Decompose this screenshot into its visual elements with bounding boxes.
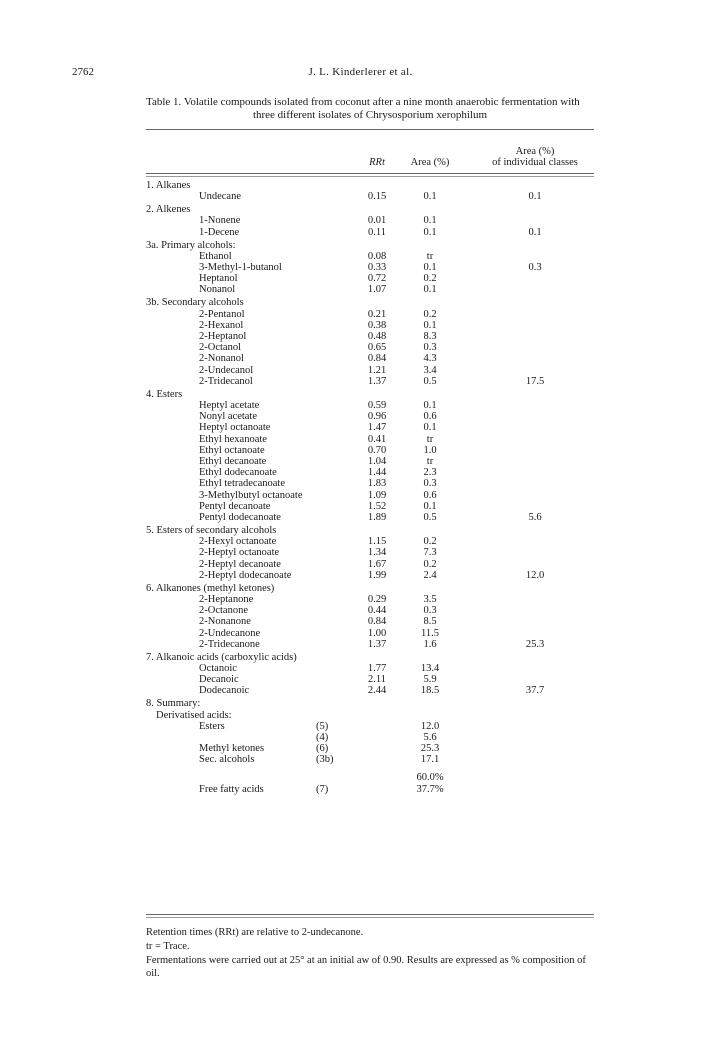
table-row bbox=[0, 262, 721, 274]
table-row bbox=[0, 685, 721, 697]
rr-value: 0.11 bbox=[368, 226, 386, 238]
column-header-class-label: of individual classes bbox=[492, 157, 578, 168]
summary-title: 8. Summary: bbox=[146, 698, 201, 710]
compound-name: 3-Methyl-1-butanol bbox=[199, 262, 282, 273]
summary-code: (3b) bbox=[316, 754, 334, 766]
group-title: 3b. Secondary alcohols bbox=[146, 297, 244, 309]
rr-value: 0.70 bbox=[367, 444, 387, 456]
summary-row bbox=[0, 743, 721, 755]
group-title: 3a. Primary alcohols: bbox=[146, 239, 236, 251]
compound-name: 2-Hexyl octanoate bbox=[199, 536, 277, 548]
rr-value: 0.44 bbox=[367, 605, 387, 617]
rr-value: 1.07 bbox=[367, 284, 387, 296]
note-retention: Retention times (RRt) are relative to 2-undecanone. bbox=[146, 927, 364, 938]
summary-subtitle: Derivatised acids: bbox=[156, 709, 232, 721]
table-row bbox=[0, 273, 721, 285]
class-area-value: 0.3 bbox=[528, 262, 542, 273]
table-row bbox=[0, 467, 721, 479]
class-area-value: 25.3 bbox=[525, 638, 545, 650]
rr-value: 1.15 bbox=[367, 536, 387, 548]
area-value: 2.3 bbox=[423, 467, 437, 479]
compound-name: 2-Nonanol bbox=[199, 353, 244, 365]
group-title: 5. Esters of secondary alcohols bbox=[146, 525, 277, 536]
rr-value: 1.37 bbox=[367, 638, 387, 650]
table-row bbox=[0, 365, 721, 377]
summary-subheading bbox=[0, 710, 721, 722]
rr-value: 0.41 bbox=[367, 433, 387, 445]
group-heading bbox=[0, 204, 721, 216]
rr-value: 0.15 bbox=[367, 191, 387, 203]
summary-name: Methyl ketones bbox=[199, 743, 265, 755]
column-header-area: Area (%) bbox=[410, 157, 450, 168]
rr-value: 1.99 bbox=[367, 569, 387, 581]
header-bottom-rule bbox=[146, 173, 594, 177]
rr-value: 1.37 bbox=[367, 375, 387, 387]
area-value: 0.1 bbox=[423, 262, 437, 273]
rr-value: 0.38 bbox=[367, 319, 387, 331]
summary-name: Esters bbox=[199, 720, 225, 732]
table-row bbox=[0, 411, 721, 423]
rr-value: 1.44 bbox=[367, 467, 387, 479]
compound-name: Octanoic bbox=[199, 663, 237, 674]
area-value: 0.6 bbox=[423, 411, 437, 423]
note-trace: tr = Trace. bbox=[146, 941, 190, 952]
group-title: 6. Alkanones (methyl ketones) bbox=[146, 582, 275, 594]
area-value: tr bbox=[426, 433, 434, 445]
summary-name: Sec. alcohols bbox=[199, 754, 255, 766]
table-row bbox=[0, 639, 721, 651]
area-value: 13.4 bbox=[420, 663, 440, 674]
compound-name: 2-Hexanol bbox=[199, 319, 244, 331]
area-value: 0.3 bbox=[423, 605, 437, 617]
compound-name: Decanoic bbox=[199, 674, 239, 686]
area-value: 0.3 bbox=[423, 478, 437, 490]
area-value: 1.6 bbox=[423, 638, 437, 650]
compound-name: 1-Decene bbox=[199, 226, 240, 238]
area-value: 0.2 bbox=[423, 308, 437, 320]
compound-name: 2-Nonanone bbox=[199, 616, 251, 628]
table-row bbox=[0, 284, 721, 296]
summary-code: (7) bbox=[316, 783, 329, 795]
group-heading bbox=[0, 583, 721, 595]
compound-name: Ethyl tetradecanoate bbox=[199, 478, 285, 490]
column-header-class-area: Area (%) bbox=[515, 146, 555, 157]
area-value: 0.2 bbox=[423, 536, 437, 548]
table-row bbox=[0, 559, 721, 571]
compound-name: Heptyl octanoate bbox=[199, 422, 271, 434]
table-row bbox=[0, 376, 721, 388]
class-area-value: 0.1 bbox=[528, 191, 542, 203]
summary-code: (5) bbox=[316, 720, 329, 732]
table-row bbox=[0, 251, 721, 263]
table-notes bbox=[146, 926, 596, 981]
summary-row bbox=[0, 721, 721, 733]
table-row bbox=[0, 342, 721, 354]
summary-value: 5.6 bbox=[423, 732, 437, 743]
table-row bbox=[0, 616, 721, 628]
table-row bbox=[0, 309, 721, 321]
area-value: tr bbox=[426, 250, 434, 262]
group-heading bbox=[0, 180, 721, 192]
compound-name: 2-Heptanol bbox=[199, 331, 247, 342]
compound-name: Undecane bbox=[199, 191, 241, 203]
area-value: 5.9 bbox=[423, 674, 437, 686]
class-area-value: 37.7 bbox=[525, 685, 545, 697]
table-row bbox=[0, 628, 721, 640]
area-value: 8.3 bbox=[423, 331, 437, 342]
table-row bbox=[0, 445, 721, 457]
compound-name: Ethyl hexanoate bbox=[199, 433, 267, 445]
area-value: 0.2 bbox=[423, 273, 437, 285]
caption-line-1: Table 1. Volatile compounds isolated from coconut after a nine month anaerobic fermentation with bbox=[146, 96, 580, 108]
area-value: 0.1 bbox=[423, 422, 437, 434]
group-heading bbox=[0, 389, 721, 401]
table-row bbox=[0, 490, 721, 502]
area-value: 0.1 bbox=[423, 226, 437, 238]
rr-value: 0.33 bbox=[367, 262, 387, 273]
summary-value: 25.3 bbox=[420, 743, 440, 755]
area-value: 3.5 bbox=[423, 594, 437, 605]
table-bottom-rule bbox=[146, 914, 594, 918]
area-value: 0.5 bbox=[423, 375, 437, 387]
area-value: 0.1 bbox=[423, 191, 437, 203]
rr-value: 0.65 bbox=[367, 342, 387, 354]
rr-value: 1.47 bbox=[367, 422, 387, 434]
rr-value: 0.84 bbox=[367, 353, 387, 365]
rr-value: 0.72 bbox=[367, 273, 387, 285]
table-row bbox=[0, 663, 721, 675]
compound-name: 3-Methylbutyl octanoate bbox=[199, 489, 303, 501]
rr-value: 1.04 bbox=[367, 456, 387, 467]
compound-name: 2-Heptanone bbox=[199, 594, 254, 605]
summary-row bbox=[0, 754, 721, 766]
area-value: tr bbox=[426, 456, 434, 467]
page-number: 2762 bbox=[72, 66, 94, 78]
area-value: 1.0 bbox=[423, 444, 437, 456]
compound-name: 2-Undecanone bbox=[199, 627, 261, 639]
compound-name: Ethyl decanoate bbox=[199, 456, 267, 467]
group-heading bbox=[0, 297, 721, 309]
group-title: 7. Alkanoic acids (carboxylic acids) bbox=[146, 651, 297, 663]
area-value: 2.4 bbox=[423, 569, 437, 581]
compound-name: 2-Tridecanone bbox=[199, 638, 260, 650]
table-row bbox=[0, 422, 721, 434]
compound-name: 2-Octanone bbox=[199, 605, 248, 617]
table-row bbox=[0, 501, 721, 513]
area-value: 0.6 bbox=[423, 489, 437, 501]
table-row bbox=[0, 536, 721, 548]
summary-heading bbox=[0, 698, 721, 710]
group-heading bbox=[0, 525, 721, 537]
summary-value: 17.1 bbox=[420, 754, 440, 766]
summary-subtotal-value: 60.0% bbox=[416, 771, 444, 783]
rr-value: 1.09 bbox=[367, 489, 387, 501]
compound-name: Ethyl dodecanoate bbox=[199, 467, 277, 479]
rr-value: 0.96 bbox=[367, 411, 387, 423]
rr-value: 1.77 bbox=[367, 663, 387, 674]
table-top-rule bbox=[146, 129, 594, 130]
rr-value: 1.52 bbox=[367, 500, 387, 512]
table-row bbox=[0, 353, 721, 365]
table-row bbox=[0, 227, 721, 239]
compound-name: 2-Undecanol bbox=[199, 364, 254, 376]
running-head: J. L. Kinderlerer et al. bbox=[308, 66, 413, 78]
area-value: 0.1 bbox=[423, 284, 437, 296]
rr-value: 0.08 bbox=[367, 250, 387, 262]
area-value: 0.3 bbox=[423, 342, 437, 354]
area-value: 18.5 bbox=[420, 685, 440, 697]
group-heading bbox=[0, 240, 721, 252]
table-row bbox=[0, 456, 721, 468]
table-row bbox=[0, 331, 721, 343]
area-value: 0.1 bbox=[423, 400, 437, 411]
summary-value: 12.0 bbox=[420, 720, 440, 732]
table-caption bbox=[146, 96, 594, 122]
group-heading bbox=[0, 652, 721, 664]
compound-name: Dodecanoic bbox=[199, 685, 250, 697]
table-row bbox=[0, 674, 721, 686]
rr-value: 1.89 bbox=[367, 512, 387, 523]
compound-name: Pentyl decanoate bbox=[199, 500, 271, 512]
table-row bbox=[0, 320, 721, 332]
compound-name: 2-Heptyl decanoate bbox=[199, 558, 281, 570]
area-value: 0.2 bbox=[423, 558, 437, 570]
group-title: 1. Alkanes bbox=[146, 180, 191, 191]
rr-value: 0.21 bbox=[367, 308, 387, 320]
group-title: 4. Esters bbox=[146, 388, 183, 400]
compound-name: 2-Pentanol bbox=[199, 308, 245, 320]
summary-subtotal bbox=[0, 772, 721, 784]
area-value: 11.5 bbox=[421, 627, 439, 639]
rr-value: 2.11 bbox=[368, 674, 386, 686]
summary-code: (4) bbox=[316, 732, 329, 743]
area-value: 3.4 bbox=[423, 364, 437, 376]
area-value: 4.3 bbox=[423, 353, 437, 365]
summary-name: Free fatty acids bbox=[199, 783, 264, 795]
rr-value: 2.44 bbox=[367, 685, 387, 697]
table-row bbox=[0, 191, 721, 203]
rr-value: 1.83 bbox=[367, 478, 387, 490]
group-title: 2. Alkenes bbox=[146, 204, 191, 216]
rr-value: 0.59 bbox=[367, 400, 387, 411]
rr-value: 1.67 bbox=[367, 558, 387, 570]
compound-name: Pentyl dodecanoate bbox=[199, 512, 281, 523]
table-row bbox=[0, 478, 721, 490]
compound-name: 1-Nonene bbox=[199, 215, 241, 227]
class-area-value: 0.1 bbox=[528, 226, 542, 238]
compound-name: Heptyl acetate bbox=[199, 400, 260, 411]
summary-code: (6) bbox=[316, 743, 329, 755]
table-row bbox=[0, 570, 721, 582]
compound-name: 2-Heptyl dodecanoate bbox=[199, 569, 292, 581]
area-value: 7.3 bbox=[423, 547, 437, 559]
table-row bbox=[0, 215, 721, 227]
compound-name: 2-Octanol bbox=[199, 342, 241, 354]
summary-value: 37.7% bbox=[416, 783, 444, 795]
class-area-value: 17.5 bbox=[525, 375, 545, 387]
table-row bbox=[0, 400, 721, 412]
class-area-value: 12.0 bbox=[525, 569, 545, 581]
rr-value: 1.21 bbox=[367, 364, 387, 376]
area-value: 0.1 bbox=[423, 500, 437, 512]
caption-line-2: three different isolates of Chrysosporium xerophilum bbox=[252, 109, 488, 121]
area-value: 0.1 bbox=[423, 215, 437, 227]
compound-name: 2-Heptyl octanoate bbox=[199, 547, 280, 559]
area-value: 0.1 bbox=[423, 319, 437, 331]
table-row bbox=[0, 594, 721, 606]
note-conditions: Fermentations were carried out at 25° at an initial aw of 0.90. Results are expressed as % composition of oil. bbox=[146, 955, 586, 979]
rr-value: 0.01 bbox=[367, 215, 387, 227]
table-row bbox=[0, 512, 721, 524]
area-value: 8.5 bbox=[423, 616, 437, 628]
area-value: 0.5 bbox=[423, 512, 437, 523]
compound-name: Ethanol bbox=[199, 250, 232, 262]
compound-name: Heptanol bbox=[199, 273, 238, 285]
rr-value: 0.84 bbox=[367, 616, 387, 628]
compound-name: Ethyl octanoate bbox=[199, 444, 265, 456]
table-row bbox=[0, 434, 721, 446]
column-header-rr: RRt bbox=[369, 157, 385, 168]
table-row bbox=[0, 605, 721, 617]
table-row bbox=[0, 547, 721, 559]
summary-row bbox=[0, 732, 721, 744]
rr-value: 1.34 bbox=[367, 547, 387, 559]
class-area-value: 5.6 bbox=[528, 512, 542, 523]
rr-value: 0.48 bbox=[367, 331, 387, 342]
compound-name: Nonyl acetate bbox=[199, 411, 258, 423]
rr-value: 0.29 bbox=[367, 594, 387, 605]
compound-name: 2-Tridecanol bbox=[199, 375, 253, 387]
compound-name: Nonanol bbox=[199, 284, 236, 296]
summary-free-fatty-acids bbox=[0, 784, 721, 796]
rr-value: 1.00 bbox=[367, 627, 387, 639]
